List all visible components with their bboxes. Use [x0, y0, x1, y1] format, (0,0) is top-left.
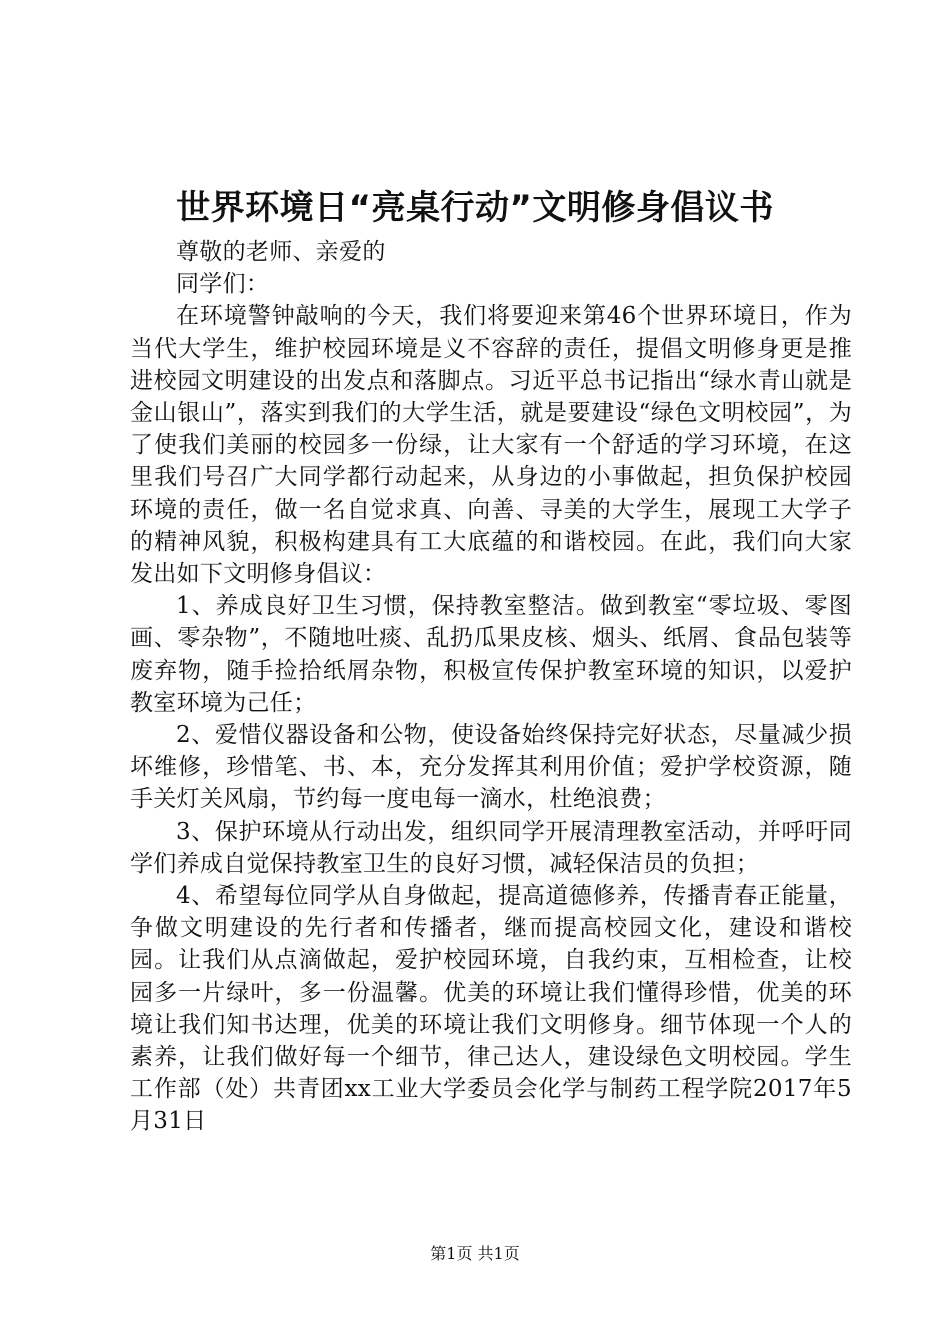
body-paragraph-item-4: 4、希望每位同学从自身做起，提高道德修养，传播青春正能量，争做文明建设的先行者和传播者，继而提高校园文化，建设和谐校园。让我们从点滴做起，爱护校园环境，自我约束，互相检查，让校园多一片绿叶，多一份温馨。优美的环境让我们懂得珍惜，优美的环境让我们知书达理，优美的环境让我们文明修身。细节体现一个人的素养，让我们做好每一个细节，律己达人，建设绿色文明校园。学生工作部（处）共青团xx工业大学委员会化学与制药工程学院2017年5月31日: [130, 883, 852, 1135]
document-body: [130, 236, 852, 1138]
document-title: 世界环境日“亮桌行动”文明修身倡议书: [176, 188, 774, 228]
salutation-line: 同学们：: [176, 271, 270, 298]
page-footer: 第1页 共1页: [430, 1244, 520, 1263]
body-paragraph-item-1: 1、养成良好卫生习惯，保持教室整洁。做到教室“零垃圾、零图画、零杂物”，不随地吐痰、乱扔瓜果皮核、烟头、纸屑、食品包装等废弃物，随手捡拾纸屑杂物，积极宣传保护教室环境的知识，以爱护教室环境为己任；: [130, 593, 852, 716]
body-paragraph-intro: 在环境警钟敲响的今天，我们将要迎来第46个世界环境日，作为当代大学生，维护校园环境是义不容辞的责任，提倡文明修身更是推进校园文明建设的出发点和落脚点。习近平总书记指出“绿水青山就是金山银山”，落实到我们的大学生活，就是要建设“绿色文明校园”，为了使我们美丽的校园多一份绿，让大家有一个舒适的学习环境，在这里我们号召广大同学都行动起来，从身边的小事做起，担负保护校园环境的责任，做一名自觉求真、向善、寻美的大学生，展现工大学子的精神风貌，积极构建具有工大底蕴的和谐校园。在此，我们向大家发出如下文明修身倡议：: [130, 303, 852, 588]
salutation-line: 尊敬的老师、亲爱的: [176, 239, 386, 265]
body-paragraph-item-2: 2、爱惜仪器设备和公物，使设备始终保持完好状态，尽量减少损坏维修，珍惜笔、书、本，充分发挥其利用价值；爱护学校资源，随手关灯关风扇，节约每一度电每一滴水，杜绝浪费；: [130, 722, 852, 813]
body-paragraph-item-3: 3、保护环境从行动出发，组织同学开展清理教室活动，并呼吁同学们养成自觉保持教室卫生的良好习惯，减轻保洁员的负担；: [130, 818, 852, 877]
